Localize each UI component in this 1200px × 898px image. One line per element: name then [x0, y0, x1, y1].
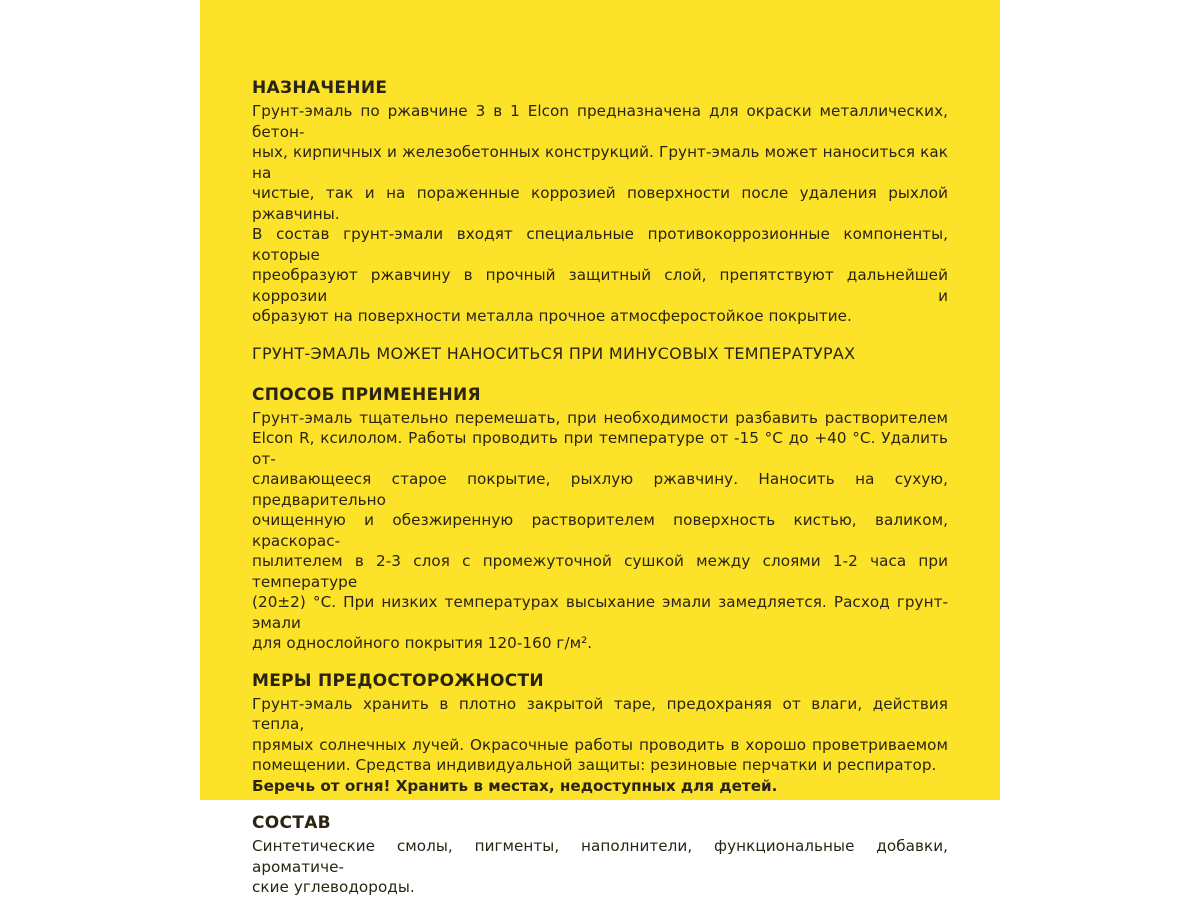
composition-section [252, 813, 948, 898]
application-line: Elcon R, ксилолом. Работы проводить при температуре от -15 °С до +40 °С. Удалить от- [252, 429, 948, 468]
precautions-section [252, 671, 948, 797]
purpose-text [252, 101, 948, 327]
purpose-line: образуют на поверхности металла прочное атмосферостойкое покрытие. [252, 307, 852, 325]
application-section [252, 385, 948, 654]
application-text [252, 408, 948, 654]
application-line: слаивающееся старое покрытие, рыхлую ржавчину. Наносить на сухую, предварительно [252, 470, 948, 509]
purpose-line: ных, кирпичных и железобетонных конструкций. Грунт-эмаль может наноситься как на [252, 143, 948, 182]
composition-heading: СОСТАВ [252, 813, 331, 833]
application-line: очищенную и обезжиренную растворителем поверхность кистью, валиком, краскорас- [252, 511, 948, 550]
precautions-line: прямых солнечных лучей. Окрасочные работы проводить в хорошо проветриваемом [252, 735, 948, 754]
purpose-section [252, 78, 948, 327]
purpose-line: чистые, так и на пораженные коррозией поверхности после удаления рыхлой ржавчины. [252, 184, 948, 223]
precautions-line: Грунт-эмаль хранить в плотно закрытой таре, предохраняя от влаги, действия тепла, [252, 694, 948, 733]
purpose-line: преобразуют ржавчину в прочный защитный слой, препятствуют дальнейшей коррозии и [252, 266, 948, 305]
application-line: Грунт-эмаль тщательно перемешать, при необходимости разбавить растворителем [252, 408, 948, 427]
purpose-line: В состав грунт-эмали входят специальные противокоррозионные компоненты, которые [252, 225, 948, 264]
application-line: (20±2) °С. При низких температурах высыхание эмали замедляется. Расход грунт-эмали [252, 593, 948, 632]
instruction-panel [200, 0, 1000, 896]
frost-application-notice: ГРУНТ-ЭМАЛЬ МОЖЕТ НАНОСИТЬСЯ ПРИ МИНУСОВЫХ ТЕМПЕРАТУРАХ [252, 343, 856, 363]
application-line: пылителем в 2-3 слоя с промежуточной сушкой между слоями 1-2 часа при температуре [252, 552, 948, 591]
purpose-heading: НАЗНАЧЕНИЕ [252, 78, 388, 98]
composition-line: ские углеводороды. [252, 878, 415, 896]
application-heading: СПОСОБ ПРИМЕНЕНИЯ [252, 384, 481, 405]
fire-warning: Беречь от огня! Хранить в местах, недоступных для детей. [252, 776, 778, 795]
composition-line: Синтетические смолы, пигменты, наполнители, функциональные добавки, ароматиче- [252, 837, 948, 876]
purpose-line: Грунт-эмаль по ржавчине 3 в 1 Elcon предназначена для окраски металлических, бетон- [252, 102, 948, 141]
precautions-heading: МЕРЫ ПРЕДОСТОРОЖНОСТИ [252, 670, 544, 691]
precautions-line: помещении. Средства индивидуальной защиты: резиновые перчатки и респиратор. [252, 756, 937, 774]
application-line: для однослойного покрытия 120-160 г/м². [252, 634, 593, 652]
composition-text [252, 836, 948, 898]
precautions-text [252, 694, 948, 776]
